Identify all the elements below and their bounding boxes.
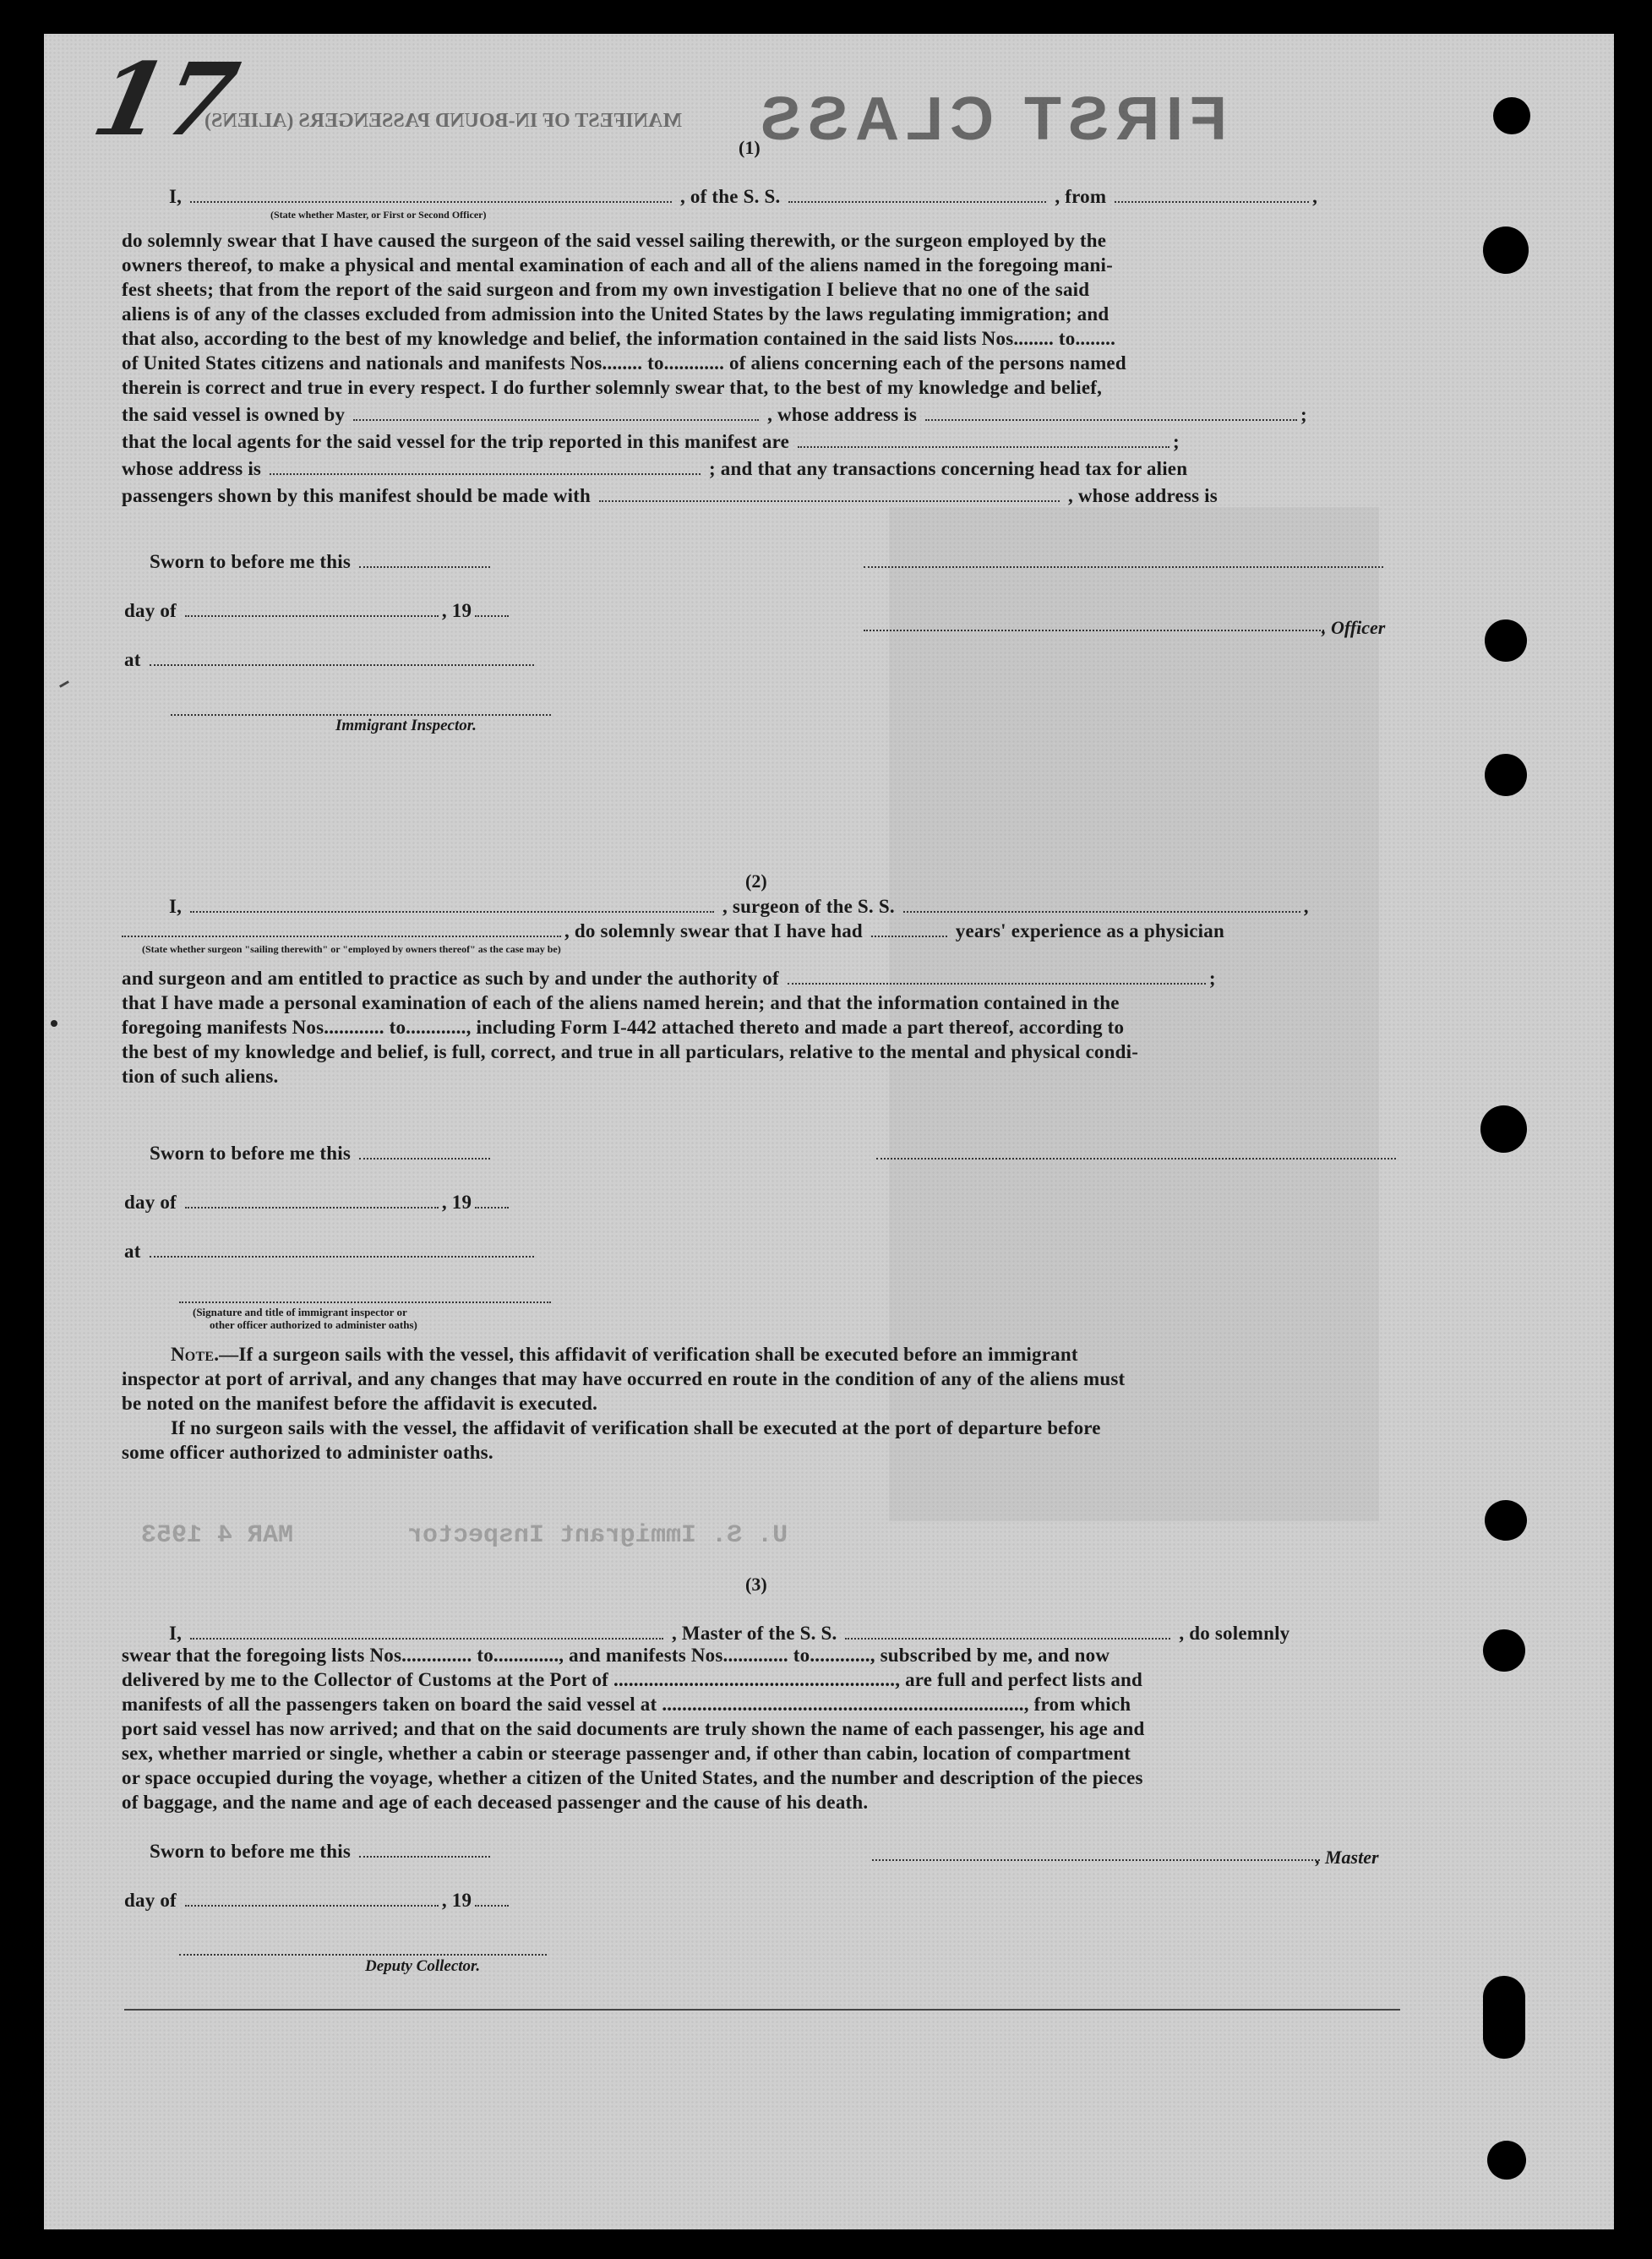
s2-surgeon-of: , surgeon of the S. S. bbox=[722, 896, 895, 917]
handwritten-page-number: 17 bbox=[84, 41, 248, 158]
s1-day-of bbox=[124, 596, 512, 623]
s2-sig-note-2: other officer authorized to administer oaths) bbox=[210, 1318, 417, 1331]
punch-hole bbox=[1485, 754, 1527, 796]
s3-line-3: manifests of all the passengers taken on board the said vessel at ........................................................................, from which bbox=[122, 1694, 1131, 1715]
s2-authority: and surgeon and am entitled to practice as such by and under the authority of bbox=[122, 968, 779, 989]
s1-line-1: do solemnly swear that I have caused the surgeon of the said vessel sailing therewith, or the surgeon employed by the bbox=[122, 230, 1107, 251]
master-note: (State whether Master, or First or Second Officer) bbox=[270, 209, 487, 221]
s3-sworn-day-field[interactable] bbox=[359, 1836, 490, 1858]
s3-line-4: port said vessel has now arrived; and that on the said documents are truly shown the name of each passenger, his age and bbox=[122, 1718, 1145, 1739]
section-1-number: (1) bbox=[739, 137, 761, 158]
s3-text-I: I, bbox=[169, 1623, 183, 1644]
s2-sworn-label: Sworn to before me this bbox=[150, 1143, 351, 1164]
bleed-through-inspector: U. S. Immigrant Inspector bbox=[407, 1521, 788, 1550]
s2-inspector-signature-line[interactable] bbox=[179, 1301, 551, 1303]
first-class-stamp: FIRST CLASS bbox=[754, 85, 1228, 153]
s2-sig-note-1: (Signature and title of immigrant inspector or bbox=[193, 1306, 407, 1318]
section-3-number: (3) bbox=[745, 1574, 767, 1595]
head-tax-contact-field[interactable] bbox=[599, 481, 1060, 502]
s2-month-field[interactable] bbox=[185, 1187, 439, 1209]
s1-officer-signature-line[interactable] bbox=[864, 630, 1324, 631]
punch-hole bbox=[1485, 619, 1527, 662]
s1-officer-signature-line-top[interactable] bbox=[864, 566, 1383, 568]
section-2-number: (2) bbox=[745, 870, 767, 892]
s2-solemnly: , do solemnly swear that I have had bbox=[564, 920, 863, 941]
s2-note bbox=[122, 1342, 1458, 1465]
note-line-2: inspector at port of arrival, and any changes that may have occurred en route in the condition of any of the aliens must bbox=[122, 1368, 1126, 1389]
s1-line-2: owners thereof, to make a physical and mental examination of each and all of the aliens named in the foregoing mani- bbox=[122, 254, 1113, 276]
s1-at-field[interactable] bbox=[150, 645, 534, 666]
s3-deputy-signature-line[interactable] bbox=[179, 1954, 547, 1956]
s3-month-field[interactable] bbox=[185, 1885, 439, 1907]
text-local-agents: that the local agents for the said vessel for the trip reported in this manifest are bbox=[122, 431, 789, 452]
s3-sworn bbox=[150, 1836, 493, 1863]
surgeon-note: (State whether surgeon "sailing therewith" or "employed by owners thereof" as the case may be) bbox=[142, 943, 561, 955]
s3-sworn-label: Sworn to before me this bbox=[150, 1841, 351, 1862]
s3-deputy-label: Deputy Collector. bbox=[365, 1957, 481, 1975]
margin-mark-2 bbox=[59, 680, 69, 688]
s2-day-of bbox=[124, 1187, 512, 1214]
s1-line-3: fest sheets; that from the report of the said surgeon and from my own investigation I believe that no one of the said bbox=[122, 279, 1090, 300]
s1-sworn-day-field[interactable] bbox=[359, 547, 490, 568]
note-line-5: some officer authorized to administer oaths. bbox=[122, 1442, 493, 1463]
s2-text-I: I, bbox=[169, 896, 183, 917]
s2-year-field[interactable] bbox=[475, 1187, 509, 1209]
s3-master-label: , Master bbox=[1316, 1847, 1379, 1868]
text-whose-address-3: , whose address is bbox=[1067, 485, 1218, 506]
authority-field[interactable] bbox=[788, 963, 1206, 985]
from-port-field[interactable] bbox=[1115, 182, 1309, 203]
document-page bbox=[44, 34, 1614, 2229]
s1-inspector-signature-line[interactable] bbox=[171, 714, 551, 716]
section-2-body: and surgeon and am entitled to practice as such by and under the authority of ; that I have made a personal examination of each of the aliens named herein; and that the information contained in the foregoing manifests Nos............ to............, including Form I-442 attached thereto and made a part thereof, according to the best of my knowledge and belief, is full, correct, and true in all particulars, relative to the mental and physical condi- tion of such aliens. bbox=[122, 963, 1458, 1089]
text-passengers: passengers shown by this manifest should be made with bbox=[122, 485, 592, 506]
vessel-name-field[interactable] bbox=[788, 182, 1046, 203]
punch-hole bbox=[1485, 1500, 1527, 1541]
s3-day-of-label: day of bbox=[124, 1890, 177, 1911]
s3-day-of bbox=[124, 1885, 512, 1913]
text-owned-by: the said vessel is owned by bbox=[122, 404, 346, 425]
years-field[interactable] bbox=[871, 916, 947, 937]
surgeon-name-field[interactable] bbox=[190, 892, 714, 913]
s2-line-1: that I have made a personal examination of each of the aliens named herein; and that the information contained in the bbox=[122, 992, 1120, 1013]
s3-first-line bbox=[169, 1618, 1458, 1645]
punch-hole bbox=[1487, 2141, 1526, 2180]
s1-sworn-label: Sworn to before me this bbox=[150, 551, 351, 572]
punch-hole bbox=[1483, 1976, 1525, 2059]
text-from: , from bbox=[1055, 186, 1107, 207]
note-line-3: be noted on the manifest before the affidavit is executed. bbox=[122, 1393, 598, 1414]
s2-vessel-field[interactable] bbox=[903, 892, 1300, 913]
s1-sworn bbox=[150, 547, 493, 574]
s1-inspector-label: Immigrant Inspector. bbox=[335, 717, 477, 734]
s1-officer-label: , Officer bbox=[1322, 617, 1386, 638]
s2-line-4: tion of such aliens. bbox=[122, 1066, 279, 1087]
bleed-through-stamp-date: MAR 4 1953 bbox=[141, 1521, 294, 1550]
s1-line-5: that also, according to the best of my knowledge and belief, the information contained in the said lists Nos........ to........ bbox=[122, 328, 1116, 349]
s2-sworn-day-field[interactable] bbox=[359, 1138, 490, 1160]
s3-master-signature-line[interactable] bbox=[872, 1859, 1320, 1861]
s3-line-1: swear that the foregoing lists Nos.............. to............., and manifests Nos............. to............, subscribed by me, and now bbox=[122, 1645, 1110, 1666]
manifest-title-mirrored: MANIFEST OF IN-BOUND PASSENGERS (ALIENS) bbox=[204, 110, 682, 132]
margin-mark bbox=[51, 1020, 57, 1027]
s3-year-label: , 19 bbox=[441, 1890, 472, 1911]
s1-month-field[interactable] bbox=[185, 596, 439, 617]
s2-officer-signature-line[interactable] bbox=[876, 1158, 1396, 1160]
s2-year-label: , 19 bbox=[441, 1192, 472, 1213]
text-whose-address-2: whose address is bbox=[122, 458, 262, 479]
section-1-body: do solemnly swear that I have caused the surgeon of the said vessel sailing therewith, or the surgeon employed by the owners thereof, to make a physical and mental examination of each and all of the aliens named in the foregoing mani- fest sheets; that from the report of the said surgeon and from my own investigation I believe that no one of the said aliens is of any of the classes excluded from admission into the United States by the laws regulating immigration; and that also, according to the best of my knowledge and belief, the information contained in the said lists Nos........ to........ of United States citizens and nationals and manifests Nos........ to............ of aliens concerning each of the persons named therein is correct and true in every respect. I do further solemnly swear that, to the best of my knowledge and belief, the said vessel is owned by , whose address is ; that the local agents for the said vessel for the trip reported in this manifest are ; whose address is ; and that any transactions concerning head tax for alien passengers shown by this manifest should be made with , whose address is bbox=[122, 228, 1458, 508]
s3-line-6: or space occupied during the voyage, whether a citizen of the United States, and the number and description of the pieces bbox=[122, 1767, 1143, 1788]
s1-at bbox=[124, 645, 537, 672]
text-I: I, bbox=[169, 186, 183, 207]
s3-master-name-field[interactable] bbox=[190, 1618, 663, 1640]
owner-field[interactable] bbox=[353, 400, 759, 421]
owner-address-field[interactable] bbox=[925, 400, 1297, 421]
s3-master-of: , Master of the S. S. bbox=[672, 1623, 837, 1644]
s1-line-6: of United States citizens and nationals and manifests Nos........ to............ of aliens concerning each of the persons named bbox=[122, 352, 1126, 374]
text-of-ss: , of the S. S. bbox=[680, 186, 781, 207]
punch-hole bbox=[1483, 1629, 1525, 1672]
s3-line-7: of baggage, and the name and age of each deceased passenger and the cause of his death. bbox=[122, 1792, 869, 1813]
s2-years-exp: years' experience as a physician bbox=[955, 920, 1224, 941]
s2-at-field[interactable] bbox=[150, 1236, 534, 1258]
s3-year-field[interactable] bbox=[475, 1885, 509, 1907]
local-agents-field[interactable] bbox=[798, 427, 1169, 448]
s2-at bbox=[124, 1236, 537, 1263]
section-1-first-line: I, , of the S. S. , from , bbox=[169, 182, 1458, 209]
bottom-rule bbox=[124, 2009, 1400, 2011]
s1-year-field[interactable] bbox=[475, 596, 509, 617]
s1-year-label: , 19 bbox=[441, 600, 472, 621]
s2-second-line bbox=[122, 916, 1458, 943]
s1-line-7: therein is correct and true in every respect. I do further solemnly swear that, to the best of my knowledge and belief, bbox=[122, 377, 1103, 398]
s2-at-label: at bbox=[124, 1241, 141, 1262]
note-label: Note. bbox=[171, 1344, 220, 1365]
text-head-tax: ; and that any transactions concerning head tax for alien bbox=[709, 458, 1188, 479]
punch-hole bbox=[1480, 1105, 1527, 1153]
note-line-4: If no surgeon sails with the vessel, the affidavit of verification shall be executed at the port of departure before bbox=[171, 1417, 1101, 1438]
s3-line-5: sex, whether married or single, whether a cabin or steerage passenger and, if other than cabin, location of compartment bbox=[122, 1743, 1131, 1764]
s2-first-line: I, , surgeon of the S. S. , bbox=[169, 892, 1458, 919]
s1-at-label: at bbox=[124, 649, 141, 670]
s3-line-2: delivered by me to the Collector of Customs at the Port of ........................................................, are full and perfect lists and bbox=[122, 1669, 1143, 1690]
punch-hole bbox=[1483, 226, 1529, 274]
agent-address-field[interactable] bbox=[270, 454, 701, 475]
s1-day-of-label: day of bbox=[124, 600, 177, 621]
punch-hole bbox=[1493, 97, 1530, 134]
surgeon-type-field[interactable] bbox=[122, 916, 561, 937]
s2-line-2: foregoing manifests Nos............ to............, including Form I-442 attached thereto and made a part thereof, according to bbox=[122, 1017, 1125, 1038]
master-name-field[interactable] bbox=[190, 182, 672, 203]
s2-line-3: the best of my knowledge and belief, is full, correct, and true in all particulars, relative to the mental and physical condi- bbox=[122, 1041, 1139, 1062]
s3-do-solemnly: , do solemnly bbox=[1179, 1623, 1290, 1644]
s1-line-4: aliens is of any of the classes excluded from admission into the United States by the laws regulating immigration; and bbox=[122, 303, 1110, 325]
s2-sworn bbox=[150, 1138, 493, 1165]
section-3-body bbox=[122, 1643, 1458, 1814]
s2-day-of-label: day of bbox=[124, 1192, 177, 1213]
text-whose-address: , whose address is bbox=[767, 404, 918, 425]
s3-vessel-field[interactable] bbox=[845, 1618, 1170, 1640]
note-line-1: —If a surgeon sails with the vessel, this affidavit of verification shall be executed before an immigrant bbox=[219, 1344, 1078, 1365]
